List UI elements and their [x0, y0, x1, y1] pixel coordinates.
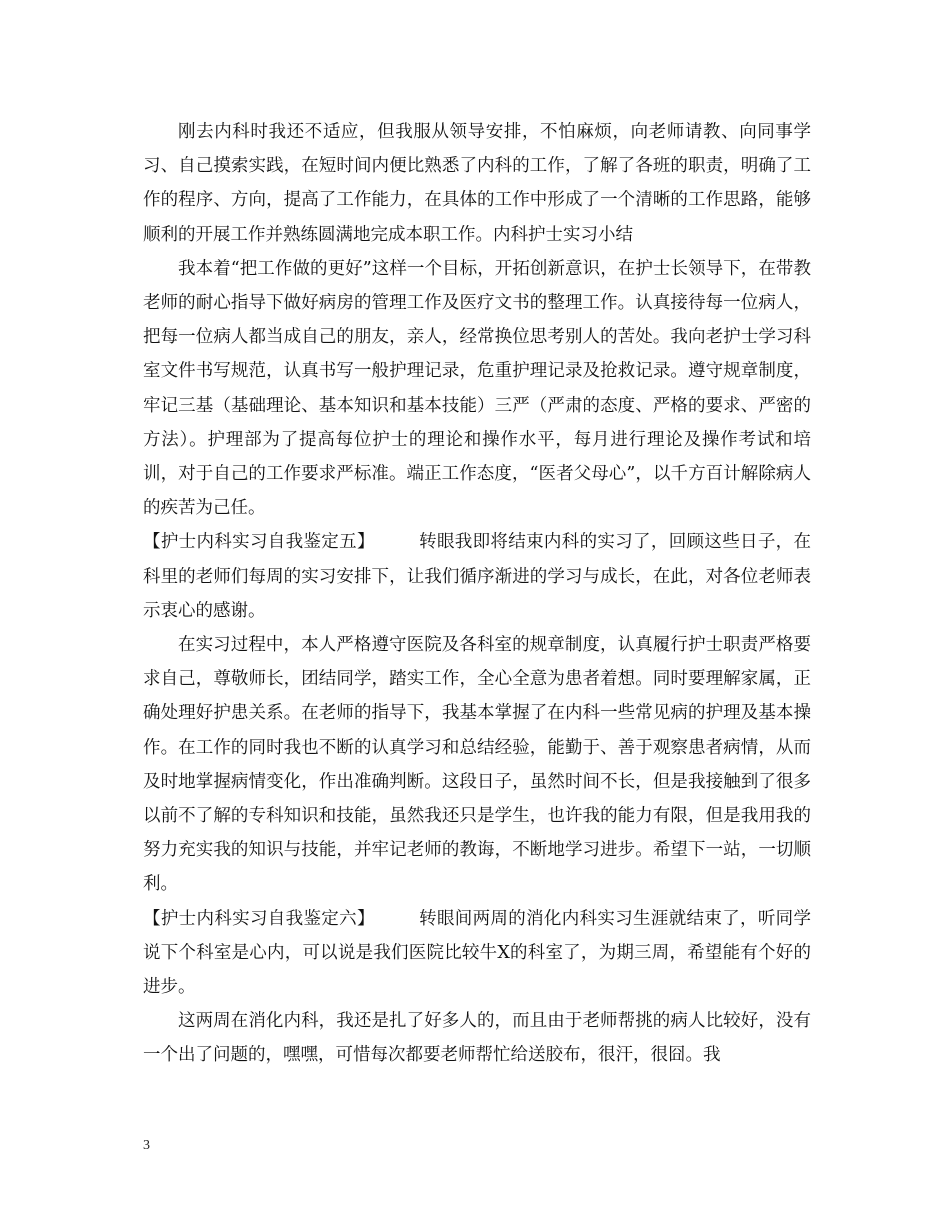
section-body-six: 转眼间两周的消化内科实习生涯就结束了，听同学说下个科室是心内，可以说是我们医院比较牛X的科室了，为期三周，希望能有个好的进步。: [143, 908, 812, 998]
section-title-six: 【护士内科实习自我鉴定六】: [143, 908, 375, 929]
paragraph-4: 在实习过程中，本人严格遵守医院及各科室的规章制度，认真履行护士职责严格要求自己，尊敬师长，团结同学，踏实工作，全心全意为患者着想。同时要理解家属，正确处理好护患关系。在老师的指导下，我基本掌握了在内科一些常见病的护理及基本操作。在工作的同时我也不断的认真学习和总结经验，能勤于、善于观察患者病情，从而及时地掌握病情变化，作出准确判断。这段日子，虽然时间不长，但是我接触到了很多以前不了解的专科知识和技能，虽然我还只是学生，也许我的能力有限，但是我用我的努力充实我的知识与技能，并牢记老师的教诲，不断地学习进步。希望下一站，一切顺利。: [143, 635, 811, 895]
paragraph-1: 刚去内科时我还不适应，但我服从领导安排，不怕麻烦，向老师请教、向同事学习、自己摸索实践，在短时间内便比熟悉了内科的工作，了解了各班的职责，明确了工作的程序、方向，提高了工作能力，在具体的工作中形成了一个清晰的工作思路，能够顺利的开展工作并熟练圆满地完成本职工作。内科护士实习小结: [143, 122, 811, 245]
paragraph-5-section-six: [143, 902, 811, 1005]
section-body-five: 转眼我即将结束内科的实习了，回顾这些日子，在科里的老师们每周的实习安排下，让我们循序渐进的学习与成长，在此，对各位老师表示衷心的感谢。: [143, 532, 812, 621]
paragraph-6: 这两周在消化内科，我还是扎了好多人的，而且由于老师帮挑的病人比较好，没有一个出了问题的，嘿嘿，可惜每次都要老师帮忙给送胶布，很汗，很囧。我: [143, 1011, 811, 1066]
paragraph-3-section-five: [143, 525, 811, 628]
section-title-five: 【护士内科实习自我鉴定五】: [143, 532, 375, 553]
paragraph-2: 我本着“把工作做的更好”这样一个目标，开拓创新意识，在护士长领导下，在带教老师的耐心指导下做好病房的管理工作及医疗文书的整理工作。认真接待每一位病人，把每一位病人都当成自己的朋友，亲人，经常换位思考别人的苦处。我向老护士学习科室文件书写规范，认真书写一般护理记录，危重护理记录及抢救记录。遵守规章制度，牢记三基（基础理论、基本知识和基本技能）三严（严肃的态度、严格的要求、严密的方法）。护理部为了提高每位护士的理论和操作水平，每月进行理论及操作考试和培训，对于自己的工作要求严标准。端正工作态度，“医者父母心”，以千方百计解除病人的疾苦为己任。: [143, 258, 811, 519]
body-text: [143, 115, 811, 1073]
page-number: 3: [143, 1138, 150, 1153]
